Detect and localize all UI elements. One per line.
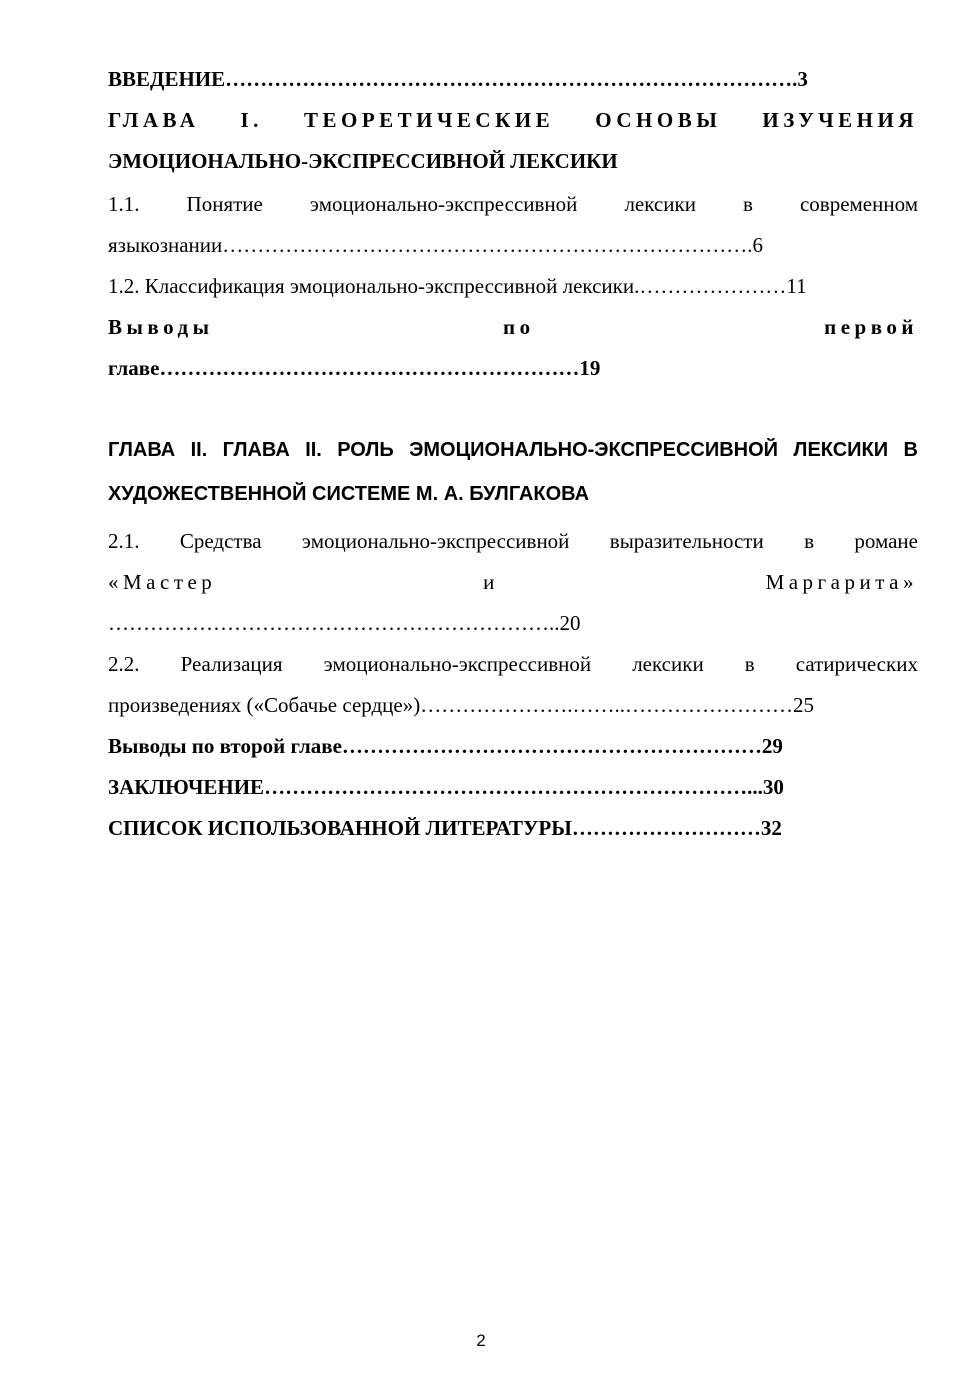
section-2-1-word: выразительности bbox=[609, 529, 764, 553]
chapter1-heading-word: ГЛАВА bbox=[108, 108, 200, 132]
section-1-1-word: лексики bbox=[624, 192, 696, 216]
toc-section-1-1 bbox=[108, 192, 918, 216]
toc-section-2-2-line2: произведениях («Собачье сердце»)………………….……..……………………25 bbox=[108, 693, 814, 717]
chapter2-heading-word: ЛЕКСИКИ bbox=[793, 439, 889, 461]
chapter1-heading bbox=[108, 108, 918, 132]
section-1-1-word: 1.1. bbox=[108, 192, 140, 216]
chapter1-heading-word: ИЗУЧЕНИЯ bbox=[762, 108, 918, 132]
chapter1-heading-line2: ЭМОЦИОНАЛЬНО-ЭКСПРЕССИВНОЙ ЛЕКСИКИ bbox=[108, 149, 618, 173]
toc-section-2-1 bbox=[108, 529, 918, 553]
chapter2-heading-word: РОЛЬ bbox=[337, 439, 394, 461]
novel-title-word: и bbox=[483, 570, 499, 594]
chapter2-heading-word: В bbox=[903, 439, 918, 461]
toc-section-1-2: 1.2. Классификация эмоционально-экспрессивной лексики.…………………11 bbox=[108, 274, 807, 298]
chapter2-heading-word: ГЛАВА bbox=[222, 439, 290, 461]
section-2-2-word: 2.2. bbox=[108, 652, 140, 676]
chapter1-heading-word: ОСНОВЫ bbox=[595, 108, 722, 132]
toc-bibliography: СПИСОК ИСПОЛЬЗОВАННОЙ ЛИТЕРАТУРЫ………………………32 bbox=[108, 816, 782, 840]
chapter2-heading-word: ЭМОЦИОНАЛЬНО-ЭКСПРЕССИВНОЙ bbox=[409, 439, 779, 461]
section-2-2-word: в bbox=[744, 652, 755, 676]
chapter1-heading-word: ТЕОРЕТИЧЕСКИЕ bbox=[303, 108, 555, 132]
page-number: 2 bbox=[476, 1331, 486, 1350]
chapter2-heading-word: II. bbox=[305, 439, 322, 461]
section-2-2-word: лексики bbox=[632, 652, 704, 676]
chapter1-conclusion-line2: главе……………………………………………………19 bbox=[108, 356, 601, 380]
toc-section-2-2 bbox=[108, 652, 918, 676]
section-1-1-word: современном bbox=[799, 192, 918, 216]
chapter2-heading-word: ГЛАВА bbox=[108, 439, 176, 461]
novel-title-word: Маргарита» bbox=[765, 570, 918, 594]
toc-conclusion: ЗАКЛЮЧЕНИЕ……………………………………………………………...30 bbox=[108, 775, 784, 799]
chapter1-conclusion-word: Выводы bbox=[108, 315, 214, 339]
chapter1-conclusion bbox=[108, 315, 918, 339]
chapter2-heading-word: II. bbox=[190, 439, 208, 461]
section-2-1-word: в bbox=[804, 529, 814, 553]
toc-section-2-1-line2 bbox=[108, 570, 918, 594]
section-2-2-word: сатирических bbox=[795, 652, 918, 676]
section-2-2-word: Реализация bbox=[180, 652, 283, 676]
toc-intro: ВВЕДЕНИЕ……………………………………………………………………….3 bbox=[108, 67, 808, 91]
chapter1-conclusion-word: первой bbox=[824, 315, 918, 339]
toc-section-1-1-line2: языкознании………………………………………………………………….6 bbox=[108, 233, 764, 257]
chapter2-heading-line2: ХУДОЖЕСТВЕННОЙ СИСТЕМЕ М. А. БУЛГАКОВА bbox=[108, 483, 590, 505]
section-1-1-word: Понятие bbox=[186, 192, 263, 216]
chapter2-heading bbox=[108, 438, 918, 462]
section-2-2-word: эмоционально-экспрессивной bbox=[323, 652, 592, 676]
toc-section-2-1-line3: ………………………………………………………..20 bbox=[108, 611, 581, 635]
section-1-1-word: в bbox=[742, 192, 753, 216]
chapter1-heading-word: I. bbox=[240, 108, 263, 132]
section-1-1-word: эмоционально-экспрессивной bbox=[309, 192, 578, 216]
section-2-1-word: Средства bbox=[179, 529, 262, 553]
chapter1-conclusion-word: по bbox=[503, 315, 535, 339]
section-2-1-word: эмоционально-экспрессивной bbox=[301, 529, 570, 553]
section-2-1-word: романе bbox=[854, 529, 918, 553]
section-2-1-word: 2.1. bbox=[108, 529, 140, 553]
novel-title-word: «Мастер bbox=[108, 570, 217, 594]
chapter2-conclusion: Выводы по второй главе……………………………………………………29 bbox=[108, 734, 783, 758]
